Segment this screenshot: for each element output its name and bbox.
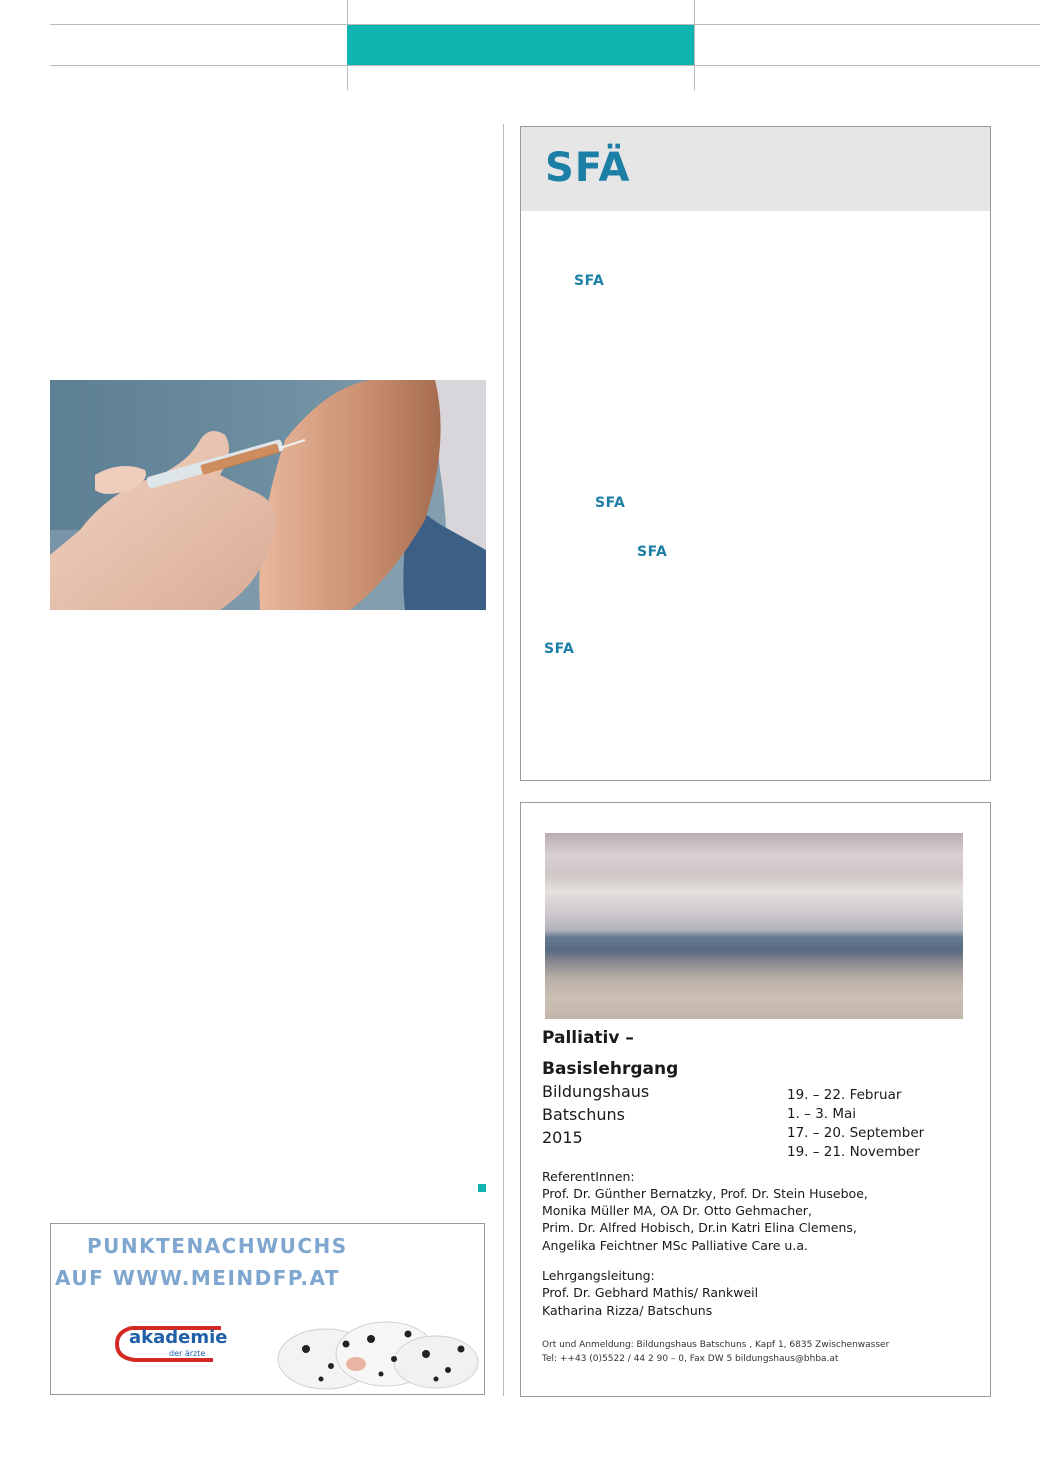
ad-headline-2: AUF WWW.MEINDFP.AT <box>55 1266 341 1290</box>
palliativ-title-1: Palliativ – <box>542 1028 634 1048</box>
palliativ-date: 19. – 21. November <box>787 1144 920 1160</box>
palliativ-landscape-image <box>545 833 963 1019</box>
leitung-label: Lehrgangsleitung: <box>542 1268 655 1283</box>
sfa-panel-header <box>521 127 990 211</box>
leitung-line: Prof. Dr. Gebhard Mathis/ Rankweil <box>542 1285 759 1300</box>
akademie-logo-text: akademie <box>129 1327 228 1348</box>
sfa-logo: SFÄ <box>545 145 631 191</box>
referenten-line: Monika Müller MA, OA Dr. Otto Gehmacher, <box>542 1203 812 1218</box>
akademie-logo <box>113 1322 233 1366</box>
palliativ-title-2: Basislehrgang <box>542 1059 679 1079</box>
header-accent-block <box>347 25 694 65</box>
dalmatian-puppies-image <box>276 1304 481 1394</box>
sfa-panel <box>520 126 991 781</box>
column-divider <box>503 124 504 1396</box>
referenten-line: Prim. Dr. Alfred Hobisch, Dr.in Katri Elina Clemens, <box>542 1220 857 1235</box>
palliativ-subtitle-2: Batschuns <box>542 1105 625 1124</box>
palliativ-date: 19. – 22. Februar <box>787 1087 902 1103</box>
header-divider-right <box>694 0 695 90</box>
palliativ-subtitle-1: Bildungshaus <box>542 1082 650 1101</box>
palliativ-footer-contact: Tel: ++43 (0)5522 / 44 2 90 – 0, Fax DW 5 bildungshaus@bhba.at <box>542 1354 839 1364</box>
end-of-article-marker <box>478 1184 486 1192</box>
vaccination-photo <box>50 380 486 610</box>
palliativ-date: 17. – 20. September <box>787 1125 925 1141</box>
referenten-line: Angelika Feichtner MSc Palliative Care u.a. <box>542 1238 808 1253</box>
sfa-mark: SFA <box>595 495 626 511</box>
referenten-label: ReferentInnen: <box>542 1169 635 1184</box>
palliativ-year: 2015 <box>542 1128 583 1147</box>
palliativ-date: 1. – 3. Mai <box>787 1106 857 1122</box>
palliativ-footer-address: Ort und Anmeldung: Bildungshaus Batschuns , Kapf 1, 6835 Zwischenwasser <box>542 1340 890 1350</box>
leitung-line: Katharina Rizza/ Batschuns <box>542 1303 713 1318</box>
sfa-mark: SFA <box>544 641 575 657</box>
sfa-mark: SFA <box>574 273 605 289</box>
akademie-ad[interactable] <box>50 1223 485 1395</box>
referenten-line: Prof. Dr. Günther Bernatzky, Prof. Dr. Stein Huseboe, <box>542 1186 868 1201</box>
sfa-mark: SFA <box>637 544 668 560</box>
ad-headline-1: PUNKTENACHWUCHS <box>87 1234 348 1258</box>
akademie-logo-subtext: der ärzte <box>169 1349 206 1358</box>
header-bottom-rule <box>50 65 1040 66</box>
